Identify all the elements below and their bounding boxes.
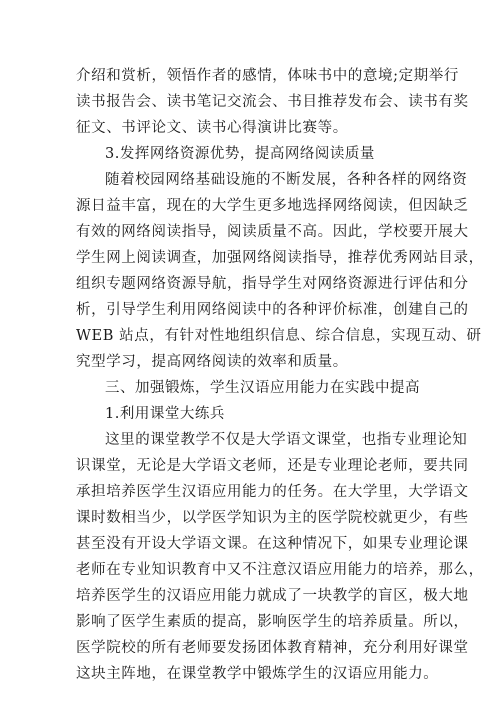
- paragraph: [76, 167, 484, 375]
- text-line: 征文、书评论文、读书心得演讲比赛等。: [76, 120, 348, 136]
- text-line: 这块主阵地，在课堂教学中锻炼学生的汉语应用能力。: [76, 666, 439, 682]
- text-line: 识课堂，无论是大学语文老师，还是专业理论老师，要共同: [76, 458, 469, 474]
- text-line: 有效的网络阅读指导，阅读质量不高。因此，学校要开展大: [76, 224, 469, 240]
- text-line: 影响了医学生素质的提高，影响医学生的培养质量。所以，: [76, 614, 469, 630]
- document-body: [76, 63, 484, 687]
- text-line: 承担培养医学生汉语应用能力的任务。在大学里，大学语文: [76, 484, 469, 500]
- text-line: 甚至没有开设大学语文课。在这种情况下，如果专业理论课: [76, 536, 469, 552]
- paragraph: [76, 63, 469, 141]
- subsection-heading: [76, 401, 426, 427]
- text-line: 这里的课堂教学不仅是大学语文课堂，也指专业理论知: [105, 432, 468, 448]
- heading-text: 三、加强锻炼，学生汉语应用能力在实践中提高: [105, 380, 420, 396]
- text-line: 培养医学生的汉语应用能力就成了一块教学的盲区，极大地: [76, 588, 469, 604]
- text-line: 课时数相当少，以学医学知识为主的医学院校就更少，有些: [76, 510, 469, 526]
- text-line: 随着校园网络基础设施的不断发展，各种各样的网络资: [105, 172, 468, 188]
- heading-text: 1.利用课堂大练兵: [105, 406, 225, 422]
- text-line: 究型学习，提高网络阅读的效率和质量。: [76, 354, 348, 370]
- text-line: 医学院校的所有老师要发扬团体教育精神，充分利用好课堂: [76, 640, 469, 656]
- text-line: 析，引导学生利用网络阅读中的各种评价标准，创建自己的: [76, 302, 469, 318]
- section-heading: [76, 141, 426, 167]
- paragraph: [76, 427, 484, 687]
- text-line: 源日益丰富，现在的大学生更多地选择网络阅读，但因缺乏: [76, 198, 469, 214]
- section-heading: [76, 375, 426, 401]
- text-line: 读书报告会、读书笔记交流会、书目推荐发布会、读书有奖: [76, 94, 469, 110]
- text-line: 老师在专业知识教育中又不注意汉语应用能力的培养，那么，: [76, 562, 484, 578]
- text-line: 介绍和赏析，领悟作者的感情，体味书中的意境;定期举行: [76, 68, 459, 84]
- text-line: WEB 站点，有针对性地组织信息、综合信息，实现互动、研: [76, 328, 482, 344]
- text-line: 学生网上阅读调查，加强网络阅读指导，推荐优秀网站目录，: [76, 250, 484, 266]
- text-line: 组织专题网络资源导航，指导学生对网络资源进行评估和分: [76, 276, 469, 292]
- heading-text: 3.发挥网络资源优势，提高网络阅读质量: [105, 146, 375, 162]
